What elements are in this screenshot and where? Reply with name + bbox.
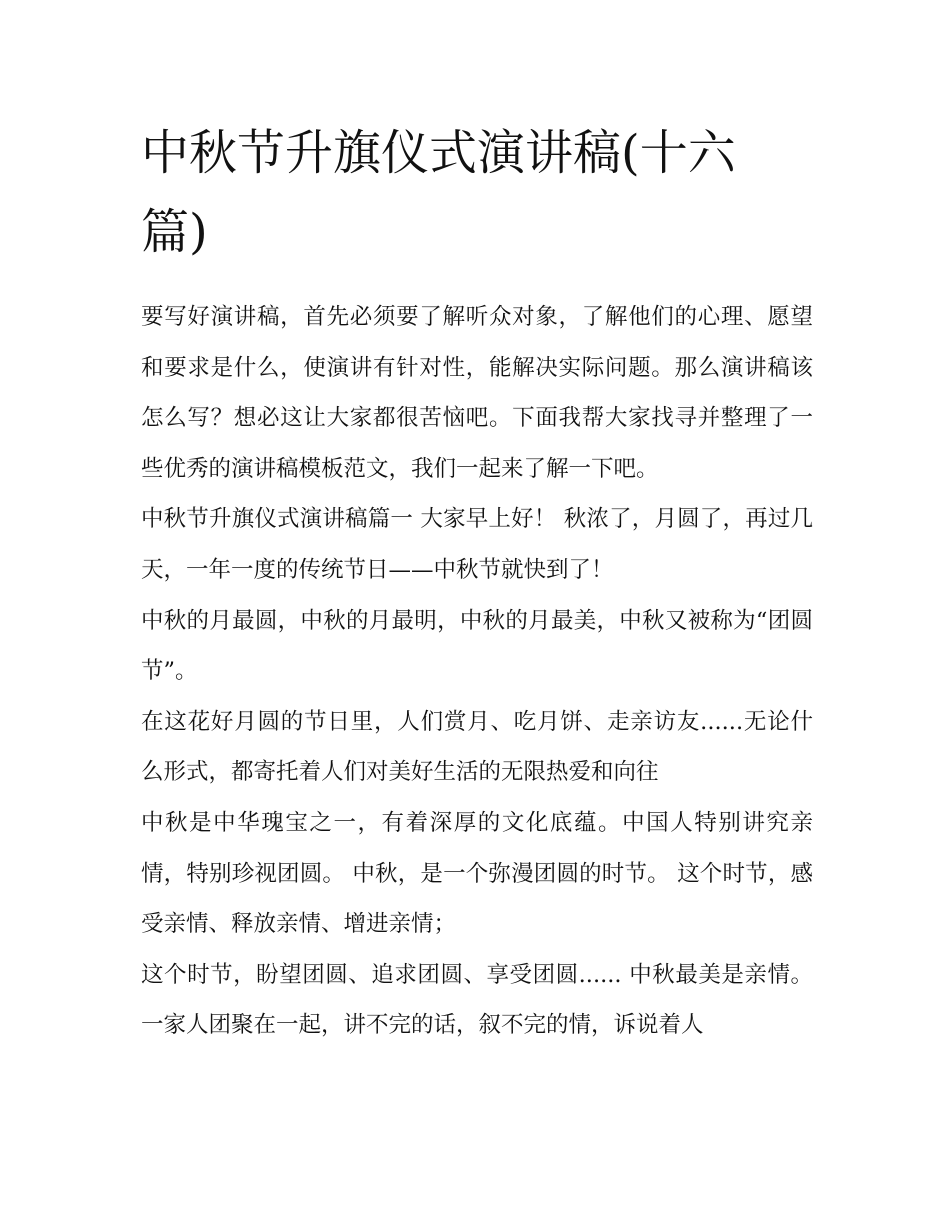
reunion-paragraph: 这个时节，盼望团圆、追求团圆、享受团圆...... 中秋最美是亲情。一家人团聚在一起，讲不完的话，叙不完的情，诉说着人	[141, 961, 813, 1039]
document-body	[141, 114, 813, 1051]
speech-opening-paragraph: 中秋节升旗仪式演讲稿篇一 大家早上好！ 秋浓了，月圆了，再过几天，一年一度的传统节日——中秋节就快到了！	[141, 506, 813, 583]
intro-paragraph: 要写好演讲稿，首先必须要了解听众对象，了解他们的心理、愿望和要求是什么，使演讲有针对性，能解决实际问题。那么演讲稿该怎么写？想必这让大家都很苦恼吧。下面我帮大家找寻并整理了一些优秀的演讲稿模板范文，我们一起来了解一下吧。	[141, 304, 813, 482]
document-title: 中秋节升旗仪式演讲稿(十六篇)	[141, 125, 736, 260]
festival-customs-paragraph: 在这花好月圆的节日里，人们赏月、吃月饼、走亲访友......无论什么形式，都寄托着人们对美好生活的无限热爱和向往	[141, 708, 813, 786]
moon-paragraph: 中秋的月最圆，中秋的月最明，中秋的月最美，中秋又被称为“团圆节”。	[141, 607, 813, 685]
culture-paragraph: 中秋是中华瑰宝之一，有着深厚的文化底蕴。中国人特别讲究亲情，特别珍视团圆。 中秋，是一个弥漫团圆的时节。 这个时节，感受亲情、释放亲情、增进亲情；	[141, 809, 813, 938]
